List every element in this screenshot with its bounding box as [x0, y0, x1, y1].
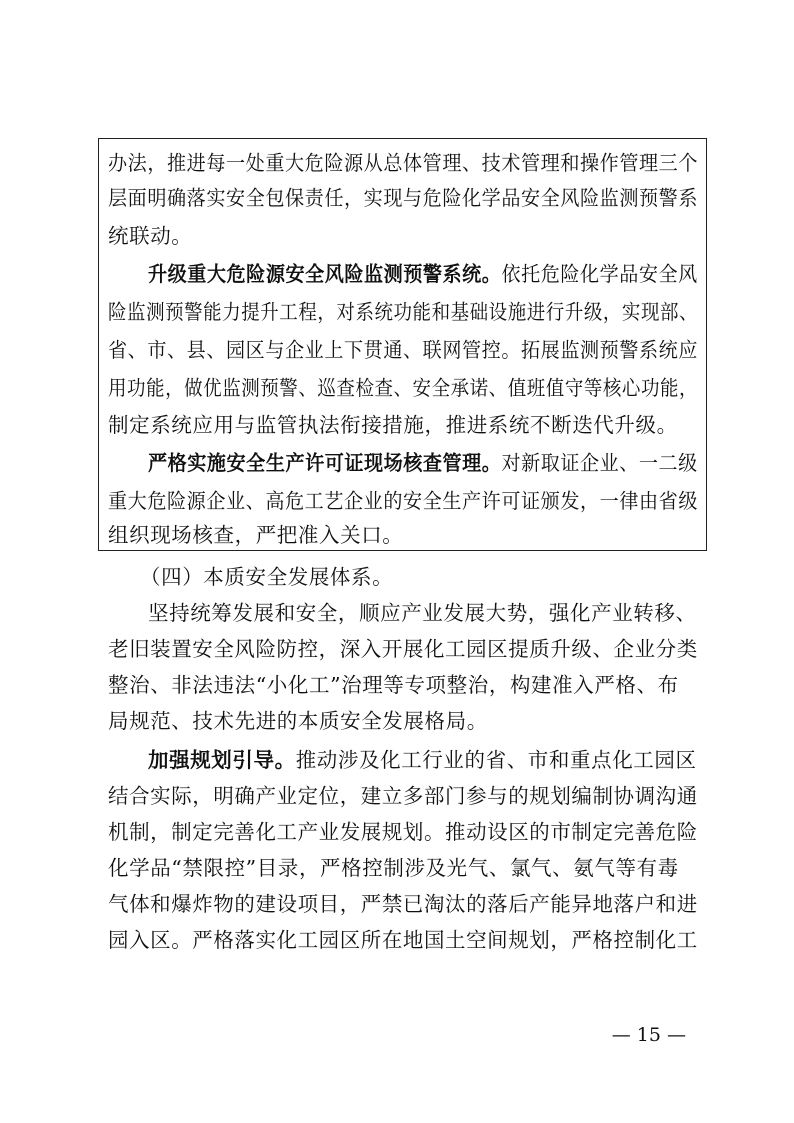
text-line: 局规范、技术先进的本质安全发展格局。 — [108, 709, 488, 733]
text-line: 化学品“禁限控”目录，严格控制涉及光气、氯气、氨气等有毒 — [108, 856, 679, 880]
text-line: 制定系统应用与监管执法衔接措施，推进系统不断迭代升级。 — [108, 413, 678, 437]
text-line: 层面明确落实安全包保责任，实现与危险化学品安全风险监测预警系 — [108, 186, 699, 210]
text-line: 老旧装置安全风险防控，深入开展化工园区提质升级、企业分类 — [108, 637, 698, 661]
text-line: 组织现场核查，严把准入关口。 — [108, 523, 404, 547]
section-heading: （四）本质安全发展体系。 — [140, 565, 394, 589]
text-line: 省、市、县、园区与企业上下贯通、联网管控。拓展监测预警系统应 — [108, 338, 699, 362]
text-line: 险监测预警能力提升工程，对系统功能和基础设施进行升级，实现部、 — [108, 300, 699, 324]
text-line: 坚持统筹发展和安全，顺应产业发展大势，强化产业转移、 — [148, 601, 697, 625]
text-line: 严格实施安全生产许可证现场核查管理。对新取证企业、一二级 — [148, 451, 698, 475]
text-line: 办法，推进每一处重大危险源从总体管理、技术管理和操作管理三个 — [108, 151, 699, 175]
text-line: 升级重大危险源安全风险监测预警系统。依托危险化学品安全风 — [148, 262, 698, 286]
text-line: 重大危险源企业、高危工艺企业的安全生产许可证颁发，一律由省级 — [108, 489, 699, 513]
text-line: 用功能，做优监测预警、巡查检查、安全承诺、值班值守等核心功能， — [108, 376, 699, 400]
text-line: 加强规划引导。推动涉及化工行业的省、市和重点化工园区 — [148, 748, 697, 772]
text-line: 结合实际，明确产业定位，建立多部门参与的规划编制协调沟通 — [108, 784, 698, 808]
text-line: 园入区。严格落实化工园区所在地国土空间规划，严格控制化工 — [108, 928, 698, 952]
text-line: 机制，制定完善化工产业发展规划。推动设区的市制定完善危险 — [108, 820, 698, 844]
text-line: 气体和爆炸物的建设项目，严禁已淘汰的落后产能异地落户和进 — [108, 892, 698, 916]
page-number: — 15 — — [611, 1024, 686, 1046]
text-line: 整治、非法违法“小化工”治理等专项整治，构建准入严格、布 — [108, 673, 679, 697]
text-line: 统联动。 — [108, 224, 193, 248]
